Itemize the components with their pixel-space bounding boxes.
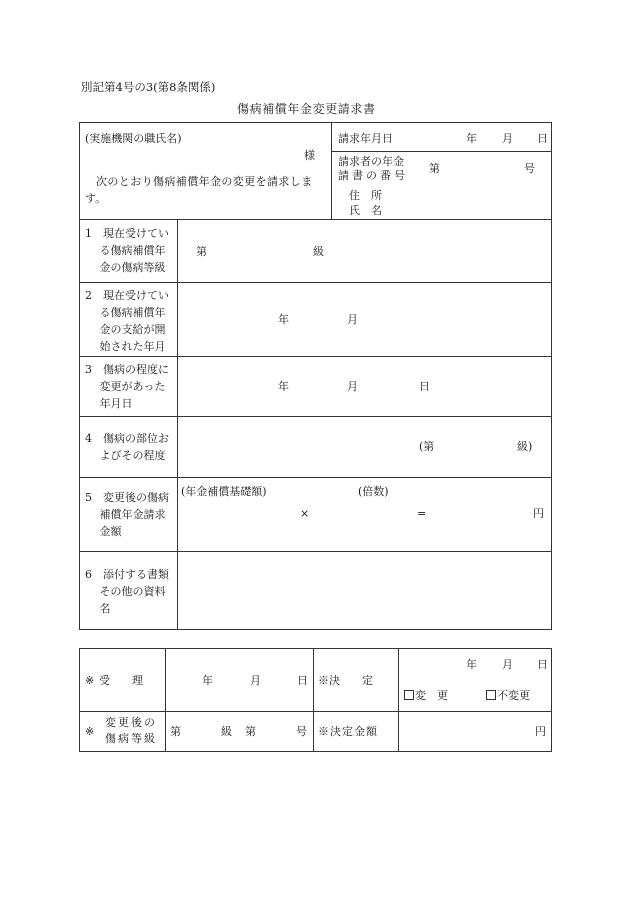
row2-year[interactable]: 年 (278, 313, 289, 326)
change-option[interactable] (404, 690, 448, 701)
row1-kyu[interactable]: 級 (313, 245, 324, 258)
request-text-line2: す。 (85, 192, 107, 205)
receipt-mark: ※ (85, 674, 95, 687)
row3-day[interactable]: 日 (419, 380, 430, 393)
agency-label: (実施機関の職氏名) (85, 132, 182, 145)
decision-day[interactable]: 日 (537, 658, 548, 671)
pension-number-label-1: 請求者の年金 (338, 155, 404, 168)
row5-equals: = (417, 507, 427, 520)
decision-month[interactable]: 月 (502, 658, 513, 671)
honorific: 様 (304, 149, 315, 162)
row2-month[interactable]: 月 (347, 313, 358, 326)
decision-year[interactable]: 年 (466, 658, 477, 671)
pension-number-go[interactable]: 号 (524, 162, 535, 175)
row6-label: 6 添付する書類 その他の資料 名 (85, 568, 169, 615)
row5-times: × (300, 507, 310, 520)
grade-kyu: 級 (221, 725, 232, 738)
row5-yen[interactable]: 円 (533, 507, 544, 520)
pension-number-label-2: 請書の番号 (338, 169, 408, 182)
address-label: 住 所 (349, 189, 382, 202)
receipt-month[interactable]: 月 (250, 674, 261, 687)
receipt-day[interactable]: 日 (297, 674, 308, 687)
request-text-line1: 次のとおり傷病補償年金の変更を請求しま (96, 175, 313, 188)
form-number: 別記第4号の3(第8条関係) (81, 80, 216, 94)
no-change-label: 不変更 (497, 689, 530, 702)
no-change-checkbox[interactable] (486, 690, 496, 700)
row5-label: 5 変更後の傷病 補償年金請求 金額 (85, 491, 169, 538)
pension-number-dai: 第 (429, 162, 440, 175)
request-date-month[interactable]: 月 (502, 132, 513, 145)
decision-label: ※決 定 (318, 674, 373, 687)
no-change-option[interactable] (486, 690, 530, 701)
request-date-label: 請求年月日 (338, 132, 393, 145)
receipt-label: 受 理 (99, 674, 143, 687)
row1-dai: 第 (196, 245, 207, 258)
page-title: 傷病補償年金変更請求書 (237, 102, 376, 116)
row4-grade-open: (第 (419, 440, 435, 453)
request-date-day[interactable]: 日 (537, 132, 548, 145)
row5-base-label: (年金補償基礎額) (181, 485, 267, 498)
grade-dai: 第 (170, 725, 181, 738)
receipt-year[interactable]: 年 (202, 674, 213, 687)
row1-label: 1 現在受けてい る傷病補償年 金の傷病等級 (85, 227, 169, 274)
row3-year[interactable]: 年 (278, 380, 289, 393)
grade-go[interactable]: 号 (296, 725, 307, 738)
change-checkbox[interactable] (404, 690, 414, 700)
grade-dai-2: 第 (245, 725, 256, 738)
row3-month[interactable]: 月 (347, 380, 358, 393)
row4-grade-close[interactable]: 級) (517, 440, 533, 453)
name-label: 氏 名 (349, 204, 382, 217)
row5-multiplier-label: (倍数) (358, 485, 389, 498)
amount-label: ※決定金額 (318, 725, 378, 738)
request-date-year[interactable]: 年 (466, 132, 477, 145)
change-label: 変 更 (415, 689, 448, 702)
grade-mark: ※ (85, 725, 95, 738)
row2-label: 2 現在受けてい る傷病補償年 金の支給が開 始された年月 (85, 289, 169, 353)
amount-yen[interactable]: 円 (535, 725, 546, 738)
grade-label: 変更後の 傷病等級 (105, 716, 157, 745)
row4-label: 4 傷病の部位お よびその程度 (85, 432, 169, 462)
row3-label: 3 傷病の程度に 変更があった 年月日 (85, 363, 169, 410)
